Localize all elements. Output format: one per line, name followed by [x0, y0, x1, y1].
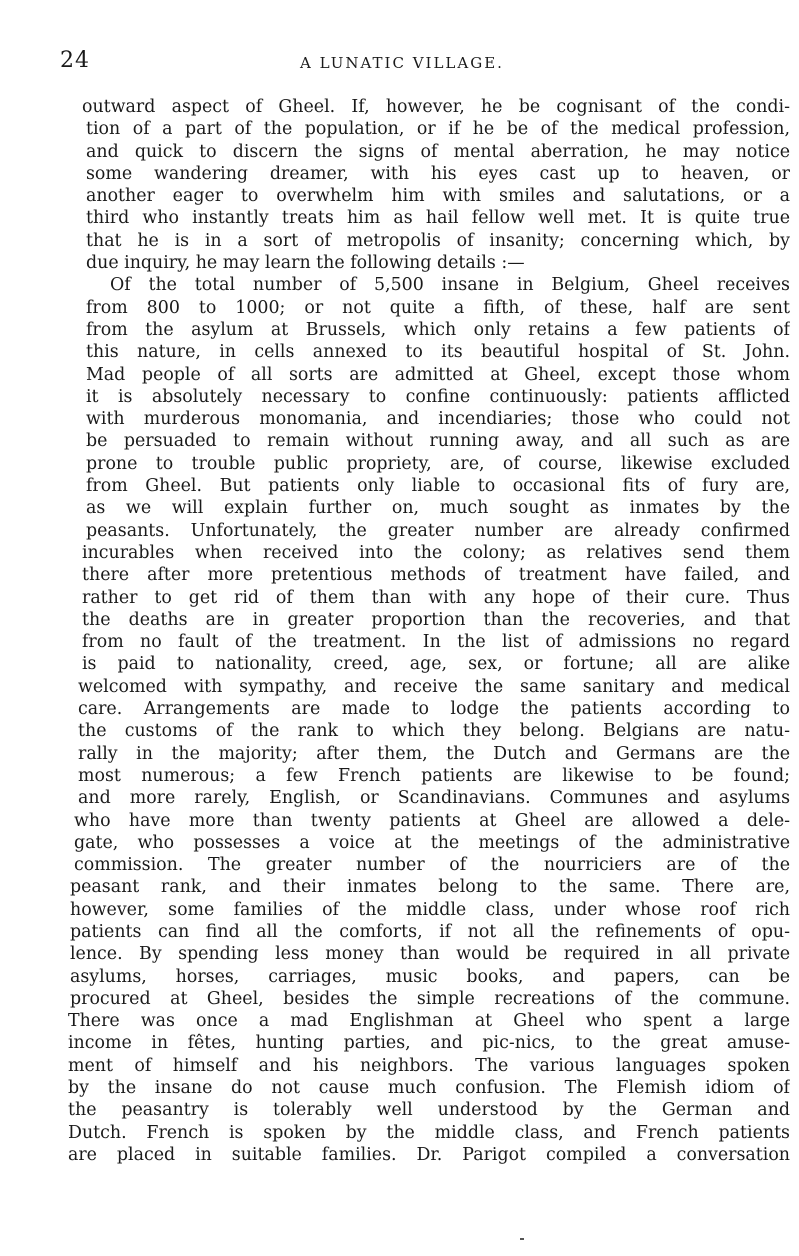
text-line: peasants. Unfortunately, the greater number are already confirmed	[86, 520, 790, 541]
text-line: ment of himself and his neighbors. The various languages spoken	[68, 1055, 790, 1076]
text-line: from 800 to 1000; or not quite a fifth, of these, half are sent	[86, 297, 790, 318]
text-line: and quick to discern the signs of mental aberration, he may notice	[86, 141, 790, 162]
text-line: welcomed with sympathy, and receive the same sanitary and medical	[78, 676, 790, 697]
page-header	[60, 48, 760, 78]
text-line: incurables when received into the colony; as relatives send them	[82, 542, 790, 563]
text-line: There was once a mad Englishman at Gheel who spent a large	[68, 1011, 790, 1032]
text-line: that he is in a sort of metropolis of insanity; concerning which, by	[86, 230, 790, 251]
text-line: peasant rank, and their inmates belong to the same. There are,	[70, 877, 790, 898]
text-line: another eager to overwhelm him with smiles and salutations, or a	[86, 186, 790, 207]
text-line: lence. By spending less money than would be required in all private	[70, 944, 790, 965]
text-line: prone to trouble public propriety, are, of course, likewise excluded	[86, 453, 790, 474]
text-line: income in fêtes, hunting parties, and pic-nics, to the great amuse-	[68, 1033, 790, 1054]
text-line: procured at Gheel, besides the simple recreations of the commune.	[70, 988, 790, 1009]
text-line: by the insane do not cause much confusion. The Flemish idiom of	[68, 1078, 790, 1099]
text-line: however, some families of the middle class, under whose roof rich	[70, 899, 790, 920]
text-line: rally in the majority; after them, the Dutch and Germans are the	[78, 743, 790, 764]
text-line: patients can find all the comforts, if not all the refinements of opu-	[70, 921, 790, 942]
text-line: some wandering dreamer, with his eyes cast up to heaven, or	[86, 163, 790, 184]
text-line: the customs of the rank to which they belong. Belgians are natu-	[78, 721, 790, 742]
text-line: commission. The greater number of the nourriciers are of the	[74, 855, 790, 876]
text-line: Dutch. French is spoken by the middle class, and French patients	[68, 1122, 790, 1143]
text-line: most numerous; a few French patients are likewise to be found;	[78, 765, 790, 786]
text-line: from no fault of the treatment. In the list of admissions no regard	[82, 632, 790, 653]
text-line: who have more than twenty patients at Gheel are allowed a dele-	[74, 810, 790, 831]
text-line: care. Arrangements are made to lodge the patients according to	[78, 699, 790, 720]
text-line: rather to get rid of them than with any hope of their cure. Thus	[82, 587, 790, 608]
page-number: 24	[60, 48, 90, 73]
text-line: the deaths are in greater proportion than the recoveries, and that	[82, 609, 790, 630]
text-line: are placed in suitable families. Dr. Parigot compiled a conversation	[68, 1144, 790, 1165]
text-line: tion of a part of the population, or if he be of the medical profession,	[86, 119, 790, 140]
footer-mark	[520, 1238, 524, 1240]
text-line: and more rarely, English, or Scandinavians. Communes and asylums	[78, 788, 790, 809]
text-line: outward aspect of Gheel. If, however, he be cognisant of the condi-	[82, 97, 790, 117]
body-text	[30, 96, 790, 1166]
text-line: is paid to nationality, creed, age, sex, or fortune; all are alike	[82, 654, 790, 675]
text-line: the peasantry is tolerably well understood by the German and	[68, 1100, 790, 1121]
text-line: with murderous monomania, and incendiaries; those who could not	[86, 409, 790, 430]
text-line: as we will explain further on, much sought as inmates by the	[86, 498, 790, 519]
text-line: there after more pretentious methods of treatment have failed, and	[82, 565, 790, 586]
text-line: asylums, horses, carriages, music books, and papers, can be	[70, 966, 790, 987]
text-line: Mad people of all sorts are admitted at Gheel, except those whom	[86, 364, 790, 385]
text-line: it is absolutely necessary to confine continuously: patients afflicted	[86, 386, 790, 407]
text-line: Of the total number of 5,500 insane in Belgium, Gheel receives	[110, 275, 790, 296]
text-line: be persuaded to remain without running away, and all such as are	[86, 431, 790, 452]
running-title: A LUNATIC VILLAGE.	[300, 54, 504, 72]
text-line: from the asylum at Brussels, which only retains a few patients of	[86, 319, 790, 340]
text-line: from Gheel. But patients only liable to occasional fits of fury are,	[86, 476, 790, 497]
text-line: due inquiry, he may learn the following details :—	[86, 253, 525, 274]
text-line: third who instantly treats him as hail fellow well met. It is quite true	[86, 208, 790, 229]
text-line: gate, who possesses a voice at the meetings of the administrative	[74, 832, 790, 853]
text-line: this nature, in cells annexed to its beautiful hospital of St. John.	[86, 342, 790, 363]
